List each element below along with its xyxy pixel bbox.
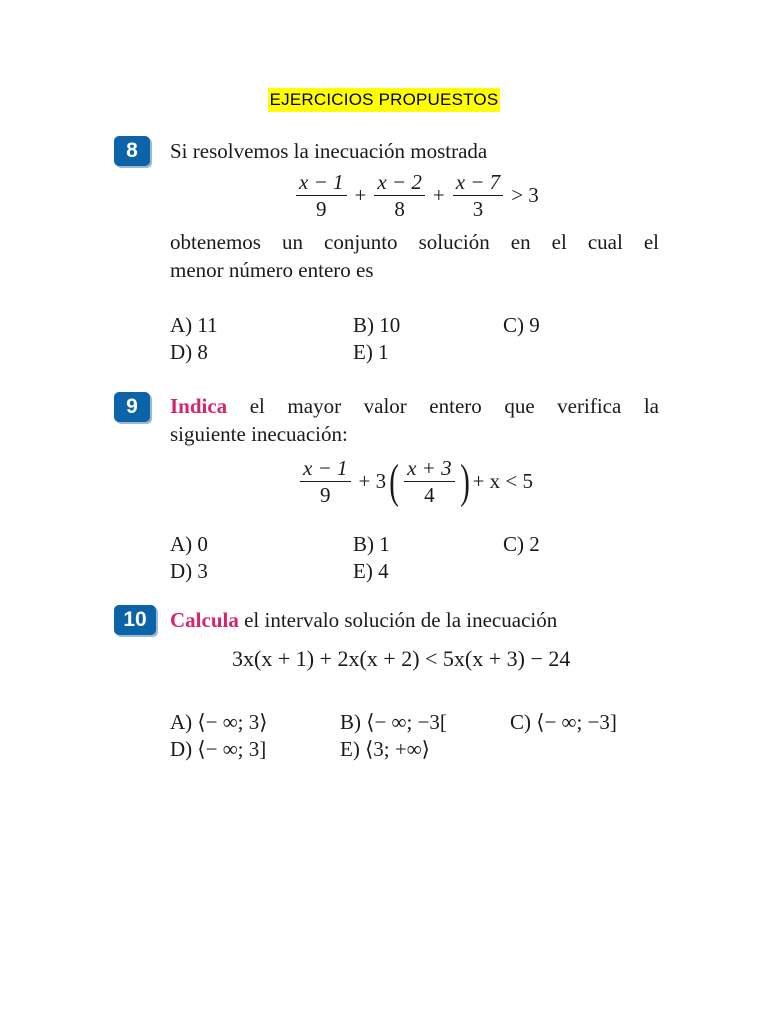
problem-verb: Calcula bbox=[170, 608, 239, 632]
operator: + 3 bbox=[358, 469, 387, 493]
option-a: A) 11 bbox=[170, 313, 218, 337]
option-e: E) 1 bbox=[353, 340, 389, 364]
fraction-term bbox=[296, 170, 347, 221]
relation: > 3 bbox=[511, 183, 539, 207]
answer-options bbox=[170, 530, 659, 586]
title-wrapper bbox=[0, 88, 768, 112]
statement-rest: el mayor valor entero que verifica la bbox=[227, 394, 659, 418]
fraction-numerator: x − 7 bbox=[453, 170, 504, 196]
fraction-term bbox=[300, 456, 351, 507]
statement-rest: el intervalo solución de la inecuación bbox=[238, 608, 558, 632]
operator: + x < 5 bbox=[472, 469, 533, 493]
inequality-formula bbox=[232, 646, 570, 672]
option-c: C) 9 bbox=[503, 313, 540, 337]
statement-line bbox=[170, 606, 659, 634]
right-paren: ) bbox=[459, 454, 470, 508]
question-line: menor número entero es bbox=[170, 258, 374, 282]
statement-line: siguiente inecuación: bbox=[170, 422, 348, 446]
option-e: E) ⟨3; +∞⟩ bbox=[340, 737, 430, 761]
option-c: C) ⟨− ∞; −3] bbox=[510, 710, 617, 734]
fraction-numerator: x − 1 bbox=[296, 170, 347, 196]
problem-number-badge: 9 bbox=[114, 392, 150, 422]
fraction-denominator: 3 bbox=[472, 197, 484, 221]
option-d: D) ⟨− ∞; 3] bbox=[170, 737, 267, 761]
inequality-expression: 3x(x + 1) + 2x(x + 2) < 5x(x + 3) − 24 bbox=[232, 646, 571, 671]
option-b: B) 1 bbox=[353, 532, 390, 556]
problem-10 bbox=[114, 605, 659, 775]
operator: + bbox=[432, 183, 445, 207]
problem-statement bbox=[170, 137, 659, 165]
operator: + bbox=[354, 183, 367, 207]
option-b: B) ⟨− ∞; −3[ bbox=[340, 710, 447, 734]
fraction-denominator: 9 bbox=[316, 197, 327, 221]
fraction-numerator: x − 2 bbox=[374, 170, 425, 196]
left-paren: ( bbox=[389, 454, 399, 508]
problem-number-badge: 10 bbox=[114, 605, 156, 635]
problem-question bbox=[170, 228, 659, 284]
fraction-denominator: 9 bbox=[320, 483, 331, 507]
problem-statement bbox=[170, 392, 659, 448]
problem-number-badge: 8 bbox=[114, 136, 150, 166]
option-b: B) 10 bbox=[353, 313, 401, 337]
fraction-term bbox=[404, 456, 455, 507]
inequality-formula bbox=[291, 170, 542, 221]
fraction-denominator: 4 bbox=[424, 483, 435, 507]
question-line: obtenemos un conjunto solución en el cual el bbox=[170, 230, 659, 254]
option-d: D) 8 bbox=[170, 340, 208, 364]
option-a: A) ⟨− ∞; 3⟩ bbox=[170, 710, 268, 734]
fraction-numerator: x − 1 bbox=[300, 456, 351, 482]
problem-verb: Indica bbox=[170, 394, 228, 418]
fraction-term bbox=[453, 170, 504, 221]
fraction-denominator: 8 bbox=[394, 197, 405, 221]
problem-statement bbox=[170, 606, 659, 634]
option-d: D) 3 bbox=[170, 559, 208, 583]
option-a: A) 0 bbox=[170, 532, 208, 556]
fraction-term bbox=[374, 170, 425, 221]
answer-options bbox=[170, 708, 659, 764]
option-c: C) 2 bbox=[503, 532, 540, 556]
answer-options bbox=[170, 311, 659, 367]
statement-line bbox=[170, 392, 659, 420]
problem-intro: Si resolvemos la inecuación mostrada bbox=[170, 139, 488, 163]
problem-9 bbox=[114, 392, 659, 592]
problem-8 bbox=[114, 136, 659, 366]
fraction-numerator: x + 3 bbox=[404, 456, 455, 482]
page-title: EJERCICIOS PROPUESTOS bbox=[268, 88, 501, 112]
option-e: E) 4 bbox=[353, 559, 389, 583]
inequality-formula bbox=[295, 456, 536, 507]
